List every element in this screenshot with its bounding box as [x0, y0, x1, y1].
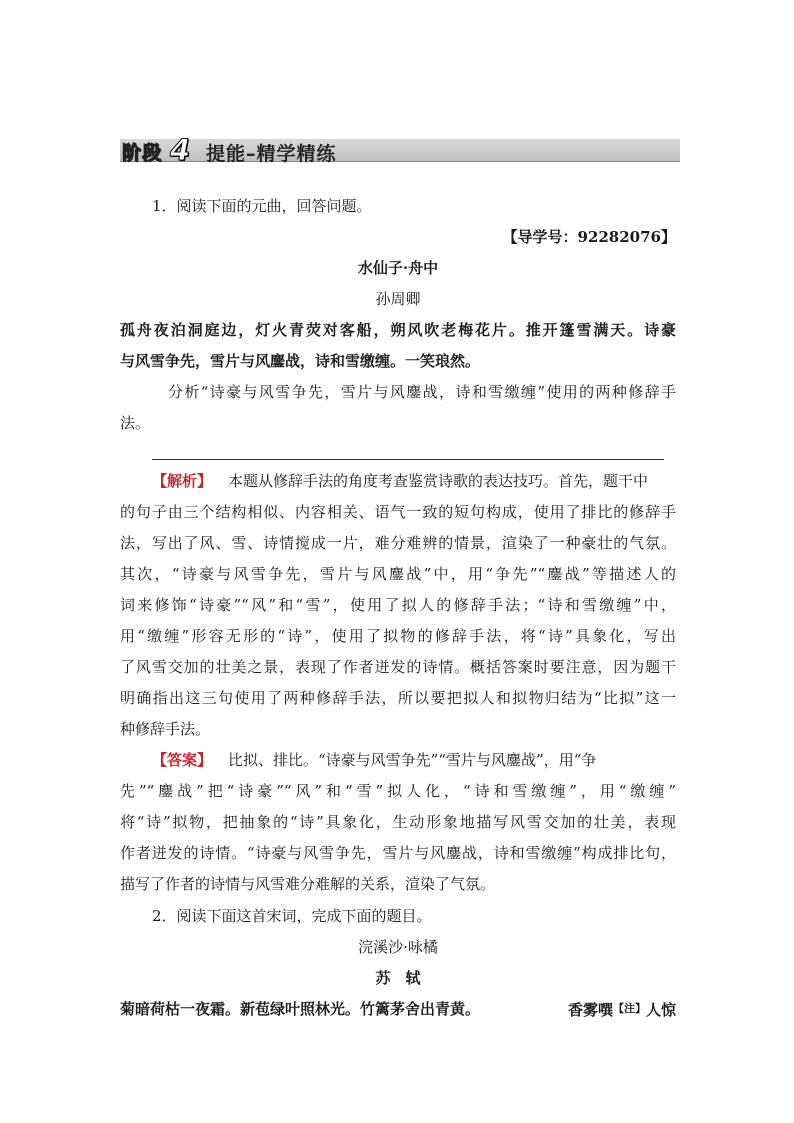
- q2-poem-line-tail: [568, 999, 676, 1020]
- analysis-line-6: 用“缴缠”形容无形的“诗”，使用了拟物的修辞手法，将“诗”具象化，写出: [120, 627, 676, 645]
- analysis-line-9: 种修辞手法。: [120, 720, 211, 738]
- q1-prompt: 1．阅读下面的元曲，回答问题。: [152, 197, 372, 215]
- q2-poem-line-main: 菊暗荷枯一夜霜。新苞绿叶照林光。竹篱茅舍出青黄。: [120, 1000, 481, 1018]
- answer-line-5: 描写了作者的诗情与风雪难分难解的关系，渲染了气氛。: [120, 875, 496, 893]
- q1-poem-line-2: 与风雪争先，雪片与风鏖战，诗和雪缴缠。一笑琅然。: [120, 352, 481, 370]
- analysis-line-7: 了风雪交加的壮美之景，表现了作者迸发的诗情。概括答案时要注意，因为题干: [120, 658, 676, 676]
- analysis-line-8: 明确指出这三句使用了两种修辞手法，所以要把拟人和拟物归结为“比拟”这一: [120, 689, 676, 707]
- q2-poem-line-1: [120, 999, 676, 1019]
- q1-analysis-first: [152, 471, 676, 491]
- q1-answer-first: [152, 750, 676, 770]
- q1-question-line-1: 分析“诗豪与风雪争先，雪片与风鏖战，诗和雪缴缠”使用的两种修辞手: [168, 383, 676, 401]
- answer-tag: 【答案】: [152, 751, 213, 769]
- banner-stage-number: 4: [170, 133, 191, 167]
- answer-line-2: 先”“鏖战”把“诗豪”“风”和“雪”拟人化，“诗和雪缴缠”，用“缴缠”: [120, 782, 676, 800]
- q2-poem-title: 浣溪沙·咏橘: [358, 938, 438, 956]
- analysis-line-4: 其次，“诗豪与风雪争先，雪片与风鏖战”中，用“争先”“鏖战”等描述人的: [120, 565, 676, 583]
- analysis-line-3: 法，写出了风、雪、诗情搅成一片，难分难辨的情景，渲染了一种豪壮的气氛。: [120, 534, 676, 552]
- analysis-tag: 【解析】: [152, 472, 213, 490]
- q1-poem-line-1: 孤舟夜泊洞庭边，灯火青荧对客船，朔风吹老梅花片。推开篷雪满天。诗豪: [120, 321, 676, 339]
- section-banner: [120, 135, 680, 167]
- q2-prompt: 2．阅读下面这首宋词，完成下面的题目。: [152, 907, 432, 925]
- answer-line-4: 作者迸发的诗情。“诗豪与风雪争先，雪片与风鏖战，诗和雪缴缠”构成排比句，: [120, 844, 676, 862]
- answer-line-1: 比拟、排比。“诗豪与风雪争先”“雪片与风鏖战”，用“争: [228, 751, 597, 769]
- banner-stage-label: 阶段: [122, 142, 163, 164]
- analysis-line-5: 词来修饰“诗豪”“风”和“雪”，使用了拟人的修辞手法；“诗和雪缴缠”中，: [120, 596, 676, 614]
- analysis-line-2: 的句子由三个结构相似、内容相关、语气一致的短句构成，使用了排比的修辞手: [120, 503, 676, 521]
- q2-poem-tail-b: 人惊: [645, 1001, 676, 1019]
- answer-rule: [152, 459, 664, 460]
- answer-line-3: 将“诗”拟物，把抽象的“诗”具象化，生动形象地描写风雪交加的壮美，表现: [120, 813, 676, 831]
- q2-poem-note-mark: 【注】: [612, 1002, 646, 1015]
- q2-poem-author: 苏 轼: [375, 969, 421, 987]
- q1-question-line-2: 法。: [120, 414, 151, 432]
- q1-poem-author: 孙周卿: [375, 290, 421, 308]
- q2-poem-tail-a: 香雾噀: [567, 1001, 613, 1019]
- q1-poem-title: 水仙子·舟中: [357, 259, 439, 277]
- analysis-line-1: 本题从修辞手法的角度考查鉴赏诗歌的表达技巧。首先，题干中: [228, 472, 649, 490]
- banner-bar: [120, 139, 680, 162]
- banner-title: 提能–精学精练: [206, 143, 337, 165]
- q1-guide-number: 【导学号：92282076】: [502, 228, 676, 246]
